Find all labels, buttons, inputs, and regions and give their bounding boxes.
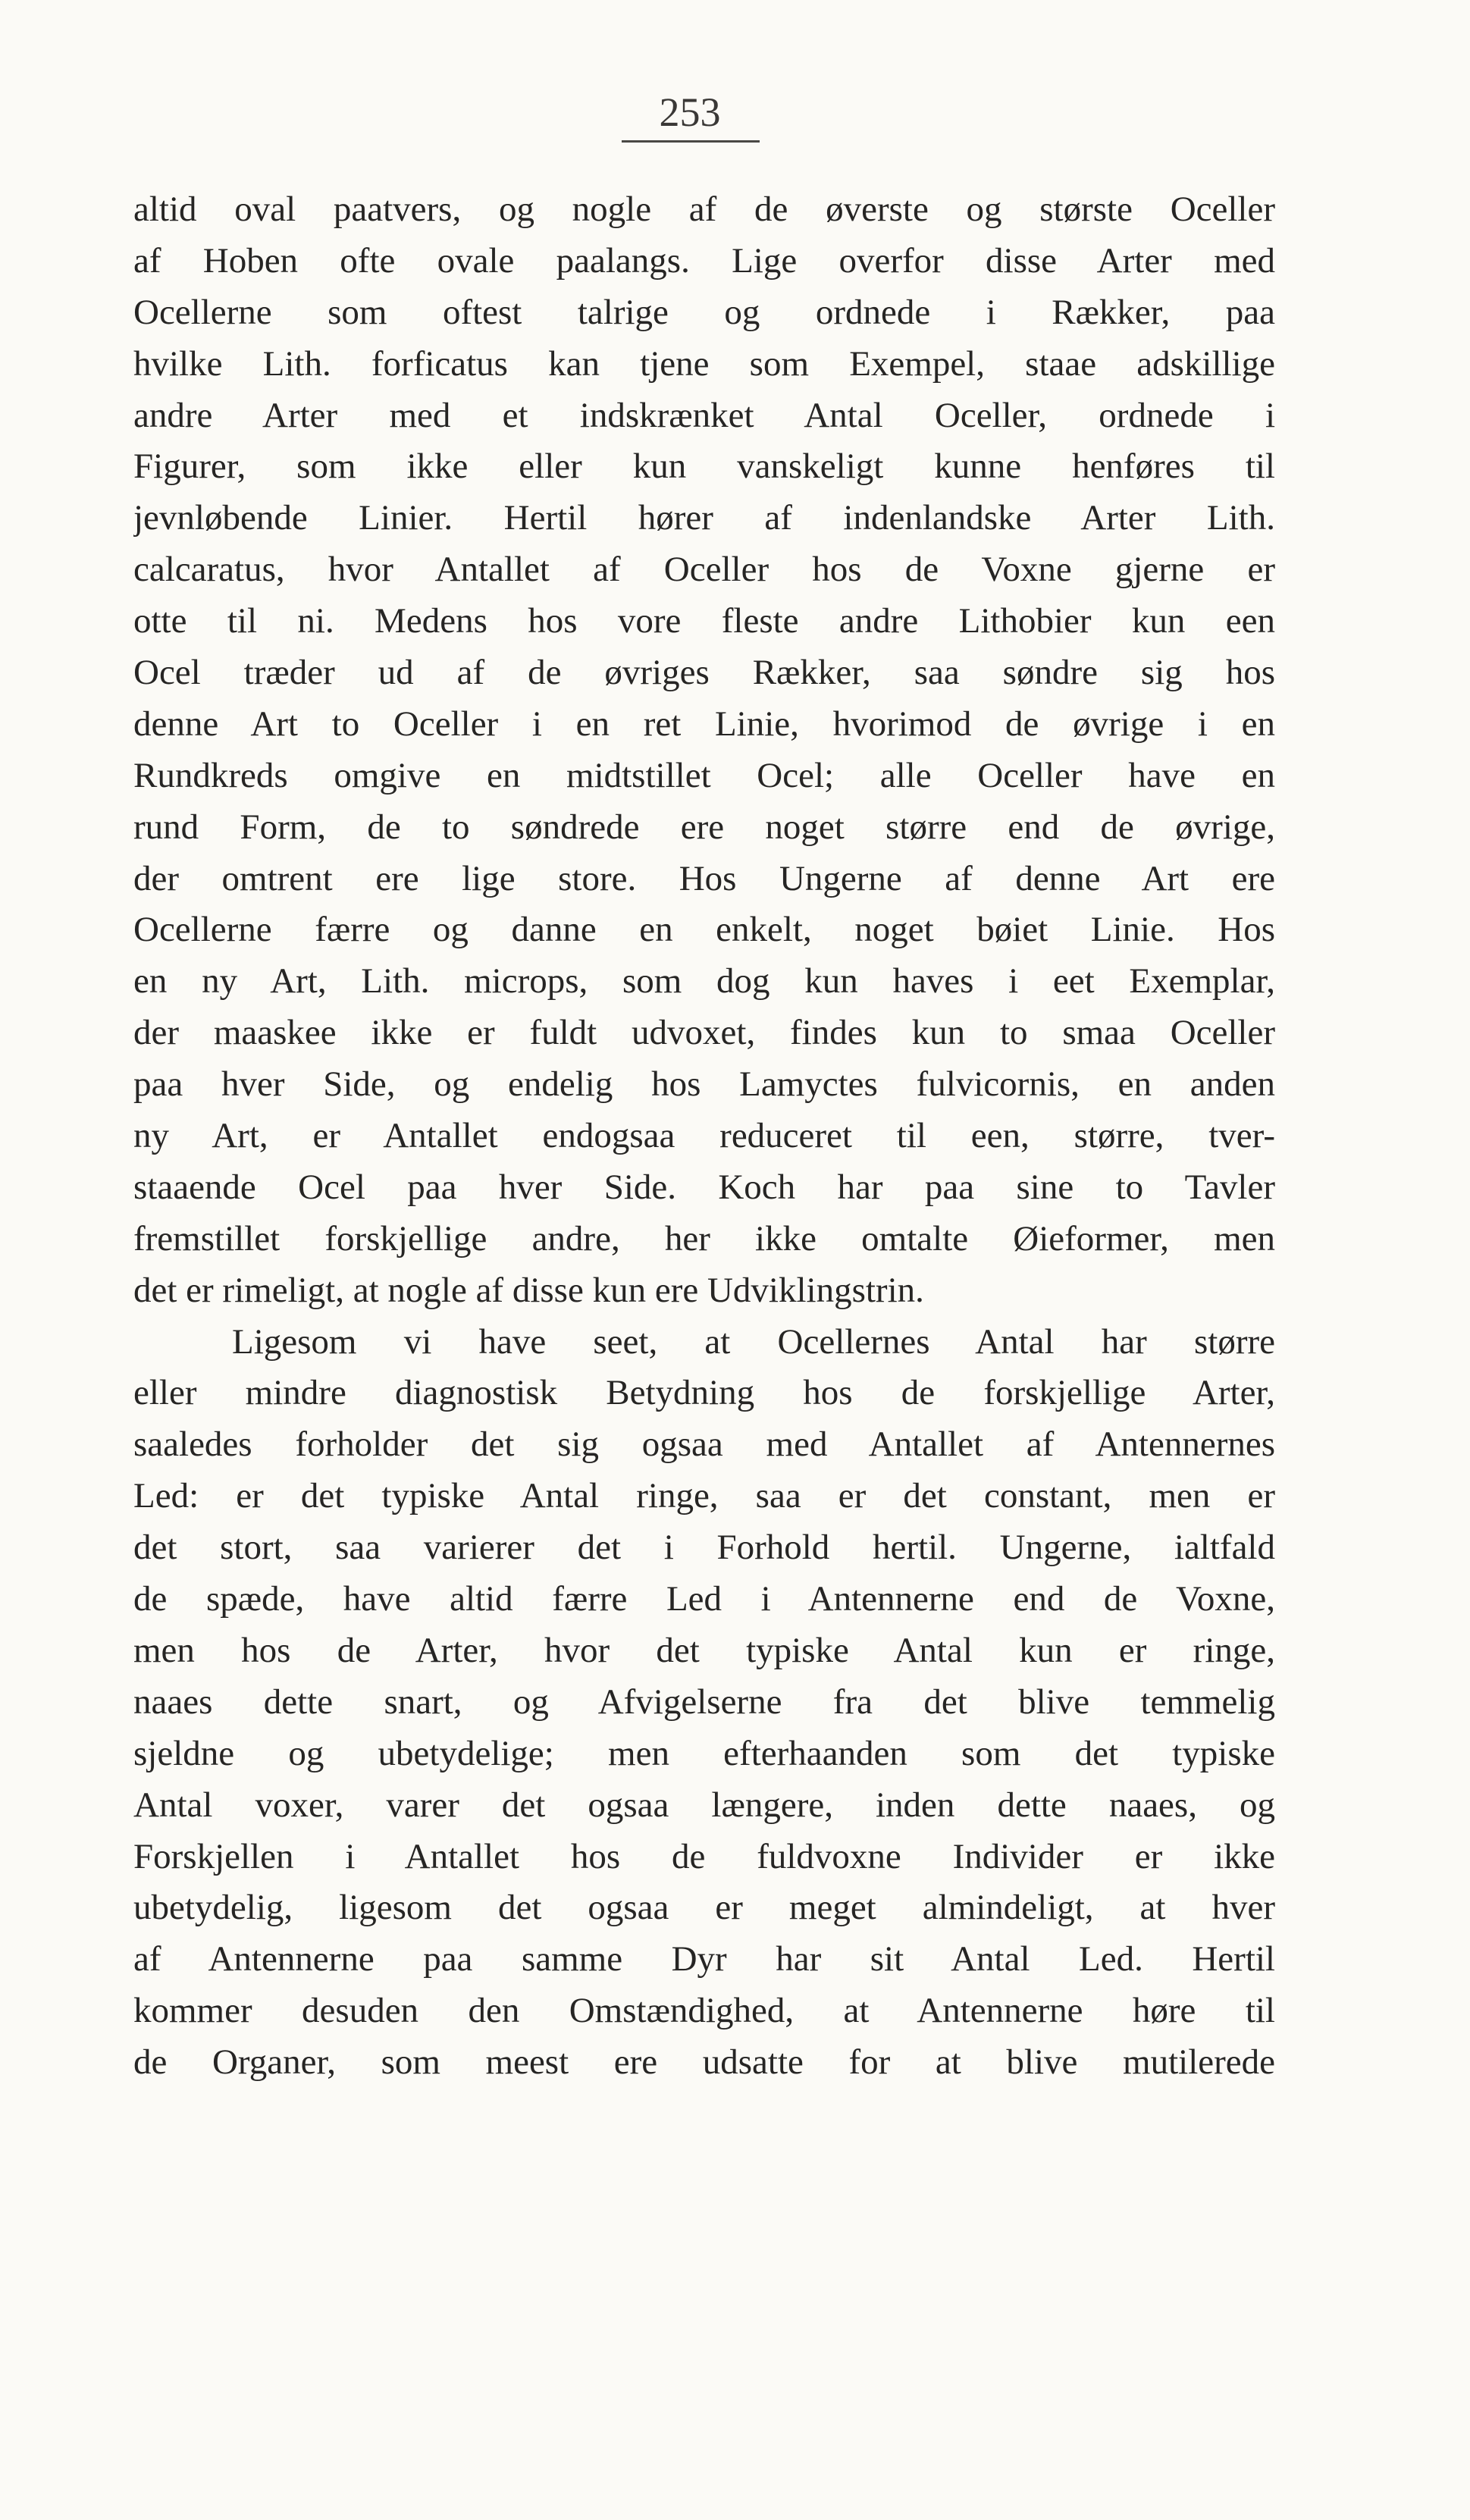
text-line: kommer desuden den Omstændighed, at Antennerne høre til — [133, 1991, 1275, 2031]
text-line: det er rimeligt, at nogle af disse kun ere Udviklingstrin. — [133, 1270, 924, 1310]
text-line: Ligesom vi have seet, at Ocellernes Antal har større — [232, 1321, 1275, 1362]
text-line: andre Arter med et indskrænket Antal Oceller, ordnede i — [133, 395, 1275, 435]
text-line: fremstillet forskjellige andre, her ikke omtalte Øieformer, men — [133, 1218, 1275, 1258]
text-line: de Organer, som meest ere udsatte for at blive mutilerede — [133, 2042, 1275, 2083]
text-line: Rundkreds omgive en midtstillet Ocel; alle Oceller have en — [133, 755, 1275, 795]
text-line: Forskjellen i Antallet hos de fuldvoxne Individer er ikke — [133, 1836, 1275, 1876]
text-line: altid oval paatvers, og nogle af de øverste og største Oceller — [133, 190, 1275, 229]
text-line: Ocel træder ud af de øvriges Rækker, saa søndre sig hos — [133, 653, 1275, 693]
text-line: en ny Art, Lith. microps, som dog kun haves i eet Exemplar, — [133, 961, 1275, 1001]
text-line: det stort, saa varierer det i Forhold hertil. Ungerne, ialtfald — [133, 1528, 1275, 1568]
text-line: calcaratus, hvor Antallet af Oceller hos de Voxne gjerne er — [133, 550, 1275, 590]
text-line: der omtrent ere lige store. Hos Ungerne af denne Art ere — [133, 858, 1275, 898]
text-line: de spæde, have altid færre Led i Antennerne end de Voxne, — [133, 1579, 1275, 1619]
text-line: af Hoben ofte ovale paalangs. Lige overfor disse Arter med — [133, 240, 1275, 281]
text-line: Ocellerne som oftest talrige og ordnede i Rækker, paa — [133, 292, 1275, 332]
text-line: hvilke Lith. forficatus kan tjene som Exempel, staae adskillige — [133, 343, 1275, 384]
text-line: naaes dette snart, og Afvigelserne fra det blive temmelig — [133, 1682, 1275, 1722]
text-line: jevnløbende Linier. Hertil hører af indenlandske Arter Lith. — [133, 498, 1275, 538]
text-line: otte til ni. Medens hos vore fleste andre Lithobier kun een — [133, 601, 1275, 641]
page-number-underline — [622, 140, 760, 143]
text-line: men hos de Arter, hvor det typiske Antal kun er ringe, — [133, 1630, 1275, 1670]
text-line: saaledes forholder det sig ogsaa med Antallet af Antennernes — [133, 1425, 1275, 1465]
text-body — [133, 184, 1275, 2089]
page-number: 253 — [659, 89, 721, 135]
text-line: Led: er det typiske Antal ringe, saa er det constant, men er — [133, 1476, 1275, 1516]
text-line: eller mindre diagnostisk Betydning hos de forskjellige Arter, — [133, 1373, 1275, 1413]
text-line: Antal voxer, varer det ogsaa længere, inden dette naaes, og — [133, 1785, 1275, 1825]
text-line: der maaskee ikke er fuldt udvoxet, findes kun to smaa Oceller — [133, 1013, 1275, 1053]
text-line: staaende Ocel paa hver Side. Koch har paa sine to Tavler — [133, 1167, 1275, 1207]
text-line: af Antennerne paa samme Dyr har sit Antal Led. Hertil — [133, 1939, 1275, 1979]
text-line: ny Art, er Antallet endogsaa reduceret til een, større, tver- — [133, 1116, 1275, 1156]
text-line: ubetydelig, ligesom det ogsaa er meget almindeligt, at hver — [133, 1888, 1275, 1928]
text-line: Figurer, som ikke eller kun vanskeligt kunne henføres til — [133, 447, 1275, 487]
text-line: paa hver Side, og endelig hos Lamyctes fulvicornis, en anden — [133, 1064, 1275, 1105]
text-line: denne Art to Oceller i en ret Linie, hvorimod de øvrige i en — [133, 704, 1275, 744]
text-line: Ocellerne færre og danne en enkelt, noget bøiet Linie. Hos — [133, 910, 1275, 950]
text-line: rund Form, de to søndrede ere noget større end de øvrige, — [133, 807, 1275, 847]
text-line: sjeldne og ubetydelige; men efterhaanden som det typiske — [133, 1733, 1275, 1773]
